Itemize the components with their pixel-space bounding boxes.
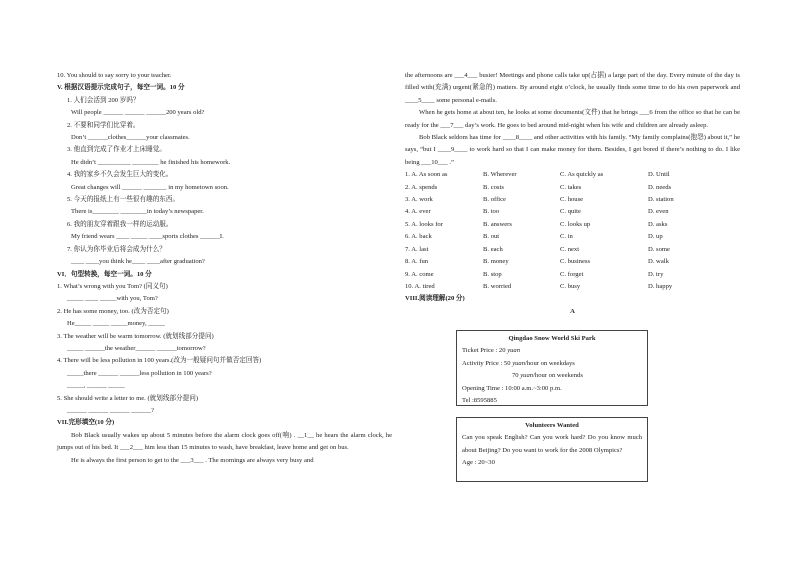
volunteers-text: Can you speak English? Can you work hard? Do you know much about Beijing? Do you want to work for the 2008 Olympics? (462, 434, 642, 454)
sec5-item-1-en: Will people ______ ______ ______200 years old? (71, 109, 205, 117)
option-a: 3. A. work (405, 196, 433, 204)
option-row (405, 169, 740, 181)
sec5-item-1-cn: 1. 人们会活到 200 岁吗？ (67, 96, 140, 104)
cloze-paragraph-5: Bob Black seldom has time for ____8____ and other activities with his family. “My family complains(抱怨) about it,” he says, “but I ____9____ to work hard so that I can make money for them. Besides, I get bored if there’s nothing to do. I like being ___10___ .” (405, 134, 740, 166)
sec6-item-2-a: He_____ _____ _____money, _____ (67, 320, 165, 328)
sec5-item-7-cn: 7. 你认为你毕业后将会成为什么？ (67, 245, 166, 253)
option-d: D. needs (648, 183, 672, 191)
option-row (405, 206, 740, 218)
option-c: C. forget (560, 270, 584, 278)
sec5-item-5-en: There is________ ________in today’s newspaper. (71, 208, 204, 216)
option-b: B. too (483, 208, 500, 216)
sec5-item-4-cn: 4. 我的家乡不久会发生巨大的变化。 (67, 171, 173, 179)
sec5-item-6-en: My friend wears ____ _____ ____sports clothes ______I. (71, 233, 224, 241)
sec5-item-6-cn: 6. 我的朋友穿着跟我一样的运动服。 (67, 220, 173, 228)
option-b: B. each (483, 245, 503, 253)
sec6-item-4-a: _____there ______ ______less pollution in 100 years? (67, 369, 212, 377)
ski-park-notice (456, 330, 648, 406)
section-5-title: V. 根据汉语提示完成句子，每空一词。10 分 (57, 84, 185, 92)
sec6-item-3-a: _____ ______the weather______ ______tomorrow? (67, 344, 206, 352)
opening-time: Opening Time : 10:00 a.m.~3:00 p.m. (462, 384, 562, 392)
option-b: B. stop (483, 270, 502, 278)
option-row (405, 281, 740, 293)
option-b: B. answers (483, 220, 512, 228)
option-a: 10. A. tired (405, 282, 435, 290)
sec5-item-7-en: ____ ____you think he____ ____after graduation? (71, 258, 205, 266)
option-c: C. As quickly as (560, 171, 604, 179)
cloze-paragraph-1: Bob Black usually wakes up about 5 minutes before the alarm clock goes off(响) . __1__ he hears the alarm clock, he jumps out of his bed. It ___2___ him less than 15 minutes to wash, have breakfast, leave home and get on bus. (57, 431, 392, 452)
option-d: D. try (648, 270, 664, 278)
section-8-title: VIII.阅读理解(20 分) (405, 295, 465, 303)
option-b: B. costs (483, 183, 504, 191)
option-c: C. takes (560, 183, 582, 191)
sec6-item-5-q: 5. She should write a letter to me. (就划线部分提问) (57, 394, 199, 402)
sec5-item-5-cn: 5. 今天的报纸上有一些很有趣的东西。 (67, 196, 180, 204)
sec5-item-3-en: He didn’t __________ ________ he finished his homework. (71, 158, 231, 166)
right-column (405, 70, 740, 317)
sec6-item-4-a2: _____, ______ _____ (67, 382, 125, 390)
sec6-item-3-q: 3. The weather will be warm tomorrow. (就划线部分提问) (57, 332, 214, 340)
sec6-item-5-a: ______ ______ ______ ______? (67, 406, 154, 414)
option-row (405, 182, 740, 194)
option-c: C. busy (560, 282, 581, 290)
option-c: C. next (560, 245, 580, 253)
option-b: B. office (483, 196, 506, 204)
option-a: 8. A. fun (405, 258, 429, 266)
option-c: C. looks up (560, 220, 591, 228)
option-row (405, 244, 740, 256)
option-c: C. business (560, 258, 591, 266)
option-d: D. some (648, 245, 670, 253)
option-d: D. even (648, 208, 669, 216)
passage-a-label: A (570, 307, 575, 315)
option-a: 5. A. looks for (405, 220, 443, 228)
left-column (57, 70, 392, 467)
sec5-item-3-cn: 3. 他直到完成了作业才上床睡觉。 (67, 146, 166, 154)
option-d: D. up (648, 233, 663, 241)
sec5-item-2-cn: 2. 不要和同学们比穿着。 (67, 121, 140, 129)
sec6-item-4-q: 4. There will be less pollution in 100 years.(改为一般疑问句并做否定回答) (57, 357, 262, 365)
option-a: 4. A. ever (405, 208, 431, 216)
option-c: C. quite (560, 208, 581, 216)
telephone: Tel :8595885 (462, 397, 497, 405)
sec6-item-1-q: 1. What’s wrong with you Tom? (同义句) (57, 282, 168, 290)
sec5-item-2-en: Don’t ______clothes______your classmates. (71, 134, 190, 142)
section-6-title: VI．句型转换，每空一词。10 分 (57, 270, 152, 278)
ticket-price: Ticket Price : 20 yuan (462, 347, 521, 355)
question-10: 10. You should to say sorry to your teacher. (57, 72, 172, 79)
cloze-options (405, 169, 740, 293)
option-a: 9. A. come (405, 270, 434, 278)
option-a: 6. A. back (405, 233, 432, 241)
option-row (405, 194, 740, 206)
sec5-item-4-en: Great changes will ______ _______ in my hometown soon. (71, 183, 229, 191)
option-b: B. money (483, 258, 509, 266)
option-d: D. Until (648, 171, 670, 179)
option-b: B. worried (483, 282, 512, 290)
option-b: B. Wherever (483, 171, 517, 179)
option-d: D. walk (648, 258, 669, 266)
option-c: C. house (560, 196, 584, 204)
activity-price-weekends: 70 yuan/hour on weekends (512, 372, 583, 380)
option-c: C. in (560, 233, 573, 241)
volunteers-notice (456, 417, 648, 482)
option-a: 7. A. last (405, 245, 429, 253)
activity-price-weekdays: Activity Price : 50 yuan/hour on weekdays (462, 359, 575, 367)
option-a: 1. A. As soon as (405, 171, 448, 179)
option-d: D. station (648, 196, 674, 204)
cloze-paragraph-4: When he gets home at about ten, he looks at some documents(文件) that he brings ___6 from the office so that he can be ready for the ___7___ day’s work. He goes to bed around mid-night when his wife and children are already asleep. (405, 109, 740, 129)
cloze-paragraph-3: the afternoons are ___4___ busier! Meetings and phone calls take up(占据) a large part of the day. Every minute of the day is filled with(充满) urgent(紧急的) matters. By around eight o’clock, he usually finds some time to do his own paperwork and ____5____ some personal e-mails. (405, 72, 740, 104)
option-row (405, 231, 740, 243)
volunteers-title: Volunteers Wanted (525, 422, 579, 429)
cloze-paragraph-2: He is always the first person to get to the ___3___ . The mornings are always very busy and (71, 456, 314, 464)
sec6-item-1-a: _____ ____ _____with you, Tom? (67, 295, 158, 303)
ski-park-title: Qingdao Snow World Ski Park (508, 335, 596, 342)
option-b: B. out (483, 233, 500, 241)
option-row (405, 256, 740, 268)
section-7-title: VII.完形填空(10 分) (57, 419, 115, 427)
option-d: D. happy (648, 282, 673, 290)
option-d: D. asks (648, 220, 668, 228)
sec6-item-2-q: 2. He has some money, too. (改为否定句) (57, 307, 169, 315)
option-a: 2. A. spends (405, 183, 438, 191)
volunteers-age: Age : 20~30 (462, 459, 495, 467)
option-row (405, 219, 740, 231)
option-row (405, 269, 740, 281)
